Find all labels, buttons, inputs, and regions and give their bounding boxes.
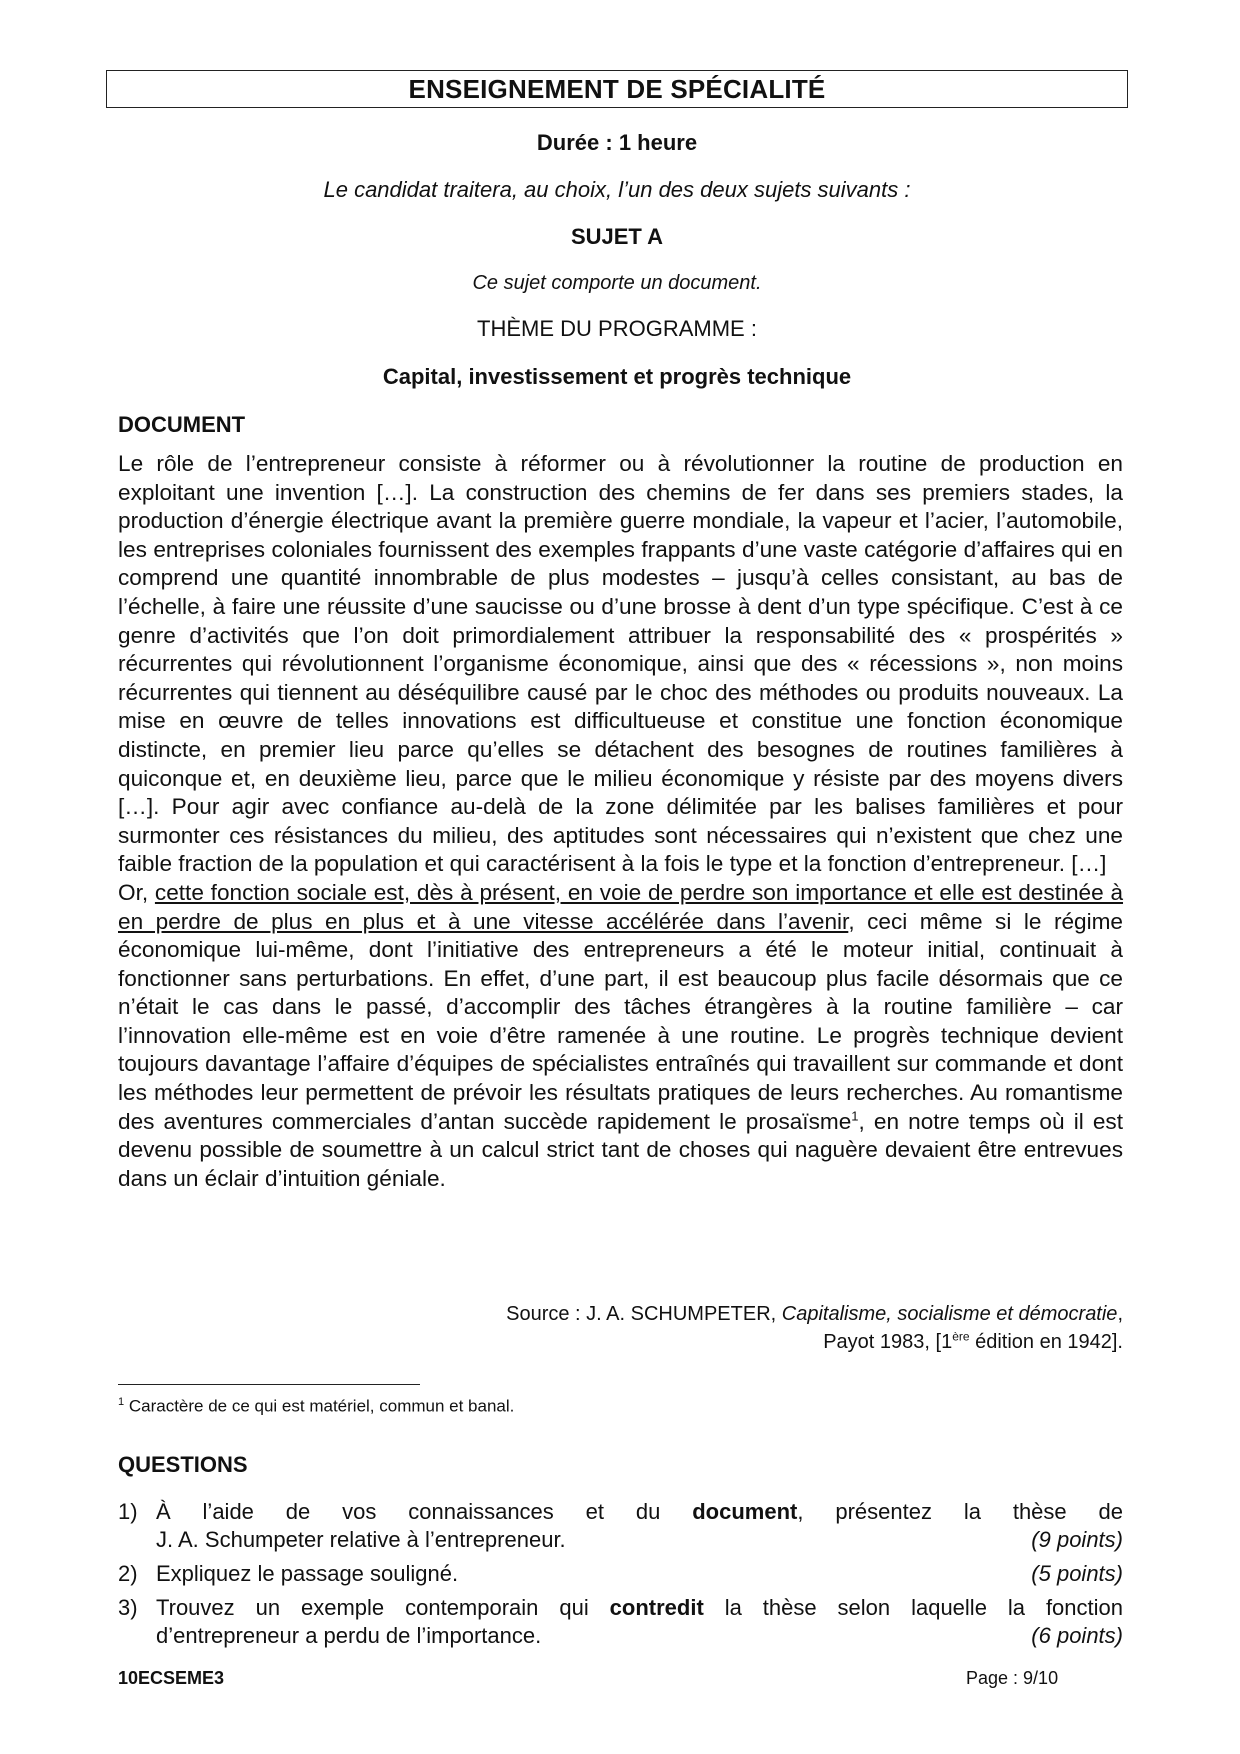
source-prefix: Source : J. A. SCHUMPETER, [506,1303,782,1325]
question-text: À l’aide de vos connaissances et du [156,1499,693,1524]
footnote-number: 1 [118,1396,125,1408]
questions-heading: QUESTIONS [118,1452,248,1477]
subject-title: SUJET A [570,224,664,249]
question-line [156,1594,1123,1622]
question-item [118,1560,1123,1588]
question-number: 3) [118,1595,138,1620]
theme-label: THÈME DU PROGRAMME : [477,316,757,341]
source-sup: ère [952,1329,970,1344]
source-line2-b: édition en 1942]. [969,1331,1123,1353]
footnote-marker: 1 [851,1108,859,1124]
source-line2-a: Payot 1983, [1 [823,1331,953,1353]
question-text: la thèse selon laquelle la fonction [703,1595,1123,1620]
footnote-text: Caractère de ce qui est matériel, commun et banal. [124,1396,515,1416]
paragraph-2-end: , en notre temps où il est devenu possible de soumettre à un calcul strict tant de choses qui naguère devaient être entrevues dans un éclair d’intuition géniale. [118,1108,1123,1191]
question-item [118,1594,1123,1650]
document-heading: DOCUMENT [118,412,246,437]
exam-code: 10ECSEME3 [118,1668,225,1688]
question-number: 1) [118,1499,138,1524]
document-paragraph-2 [118,879,1123,1194]
title-box [106,70,1128,108]
underlined-passage: cette fonction sociale est, dès à présent, en voie de perdre son importance et elle est destinée à en perdre de plus en plus et à une vitesse accélérée dans l’avenir [118,879,1124,934]
theme-title: Capital, investissement et progrès technique [382,364,852,389]
question-points: (9 points) [1031,1527,1123,1552]
question-line [156,1498,1123,1526]
footnote-divider [118,1384,420,1385]
subject-note: Ce sujet comporte un document. [472,272,762,294]
source-line1-end: , [1117,1303,1123,1325]
question-points: (5 points) [1031,1561,1123,1586]
question-number: 2) [118,1561,138,1586]
questions-list [118,1498,1123,1656]
page-title: ENSEIGNEMENT DE SPÉCIALITÉ [408,73,826,104]
question-keyword: document [692,1499,798,1524]
paragraph-2-middle: , ceci même si le régime économique lui-même, dont l’initiative des entrepreneurs a été le moteur initial, continuait à fonctionner sans perturbations. En effet, d’une part, il est beaucoup plus facile désormais que ce n’était le cas dans le passé, d’accomplir des tâches étrangères à la routine familière – car l’innovation elle-même est en voie d’être ramenée à une routine. Le progrès technique devient toujours davantage l’affaire d’équipes de spécialistes entraînés qui travaillent sur commande et dont les méthodes leur permettent de prévoir les résultats pratiques de leurs recherches. Au romantisme des aventures commerciales d’antan succède rapidement le prosaïsme [118,908,1124,1134]
question-text: J. A. Schumpeter relative à l’entrepreneur. [156,1527,566,1552]
paragraph-2-start: Or, [118,879,155,905]
footnote [118,1396,514,1417]
question-points: (6 points) [1031,1623,1123,1648]
question-keyword: contredit [609,1595,704,1620]
instructions: Le candidat traitera, au choix, l’un des deux sujets suivants : [323,177,911,202]
question-text: d’entrepreneur a perdu de l’importance. [156,1623,542,1648]
question-item [118,1498,1123,1554]
document-paragraph-1: Le rôle de l’entrepreneur consiste à réformer ou à révolutionner la routine de production en exploitant une invention […]. La construction des chemins de fer dans ses premiers stades, la production d’énergie électrique avant la première guerre mondiale, la vapeur et l’acier, l’automobile, les entreprises coloniales fournissent des exemples frappants d’une vaste catégorie d’affaires qui en comprend une quantité innombrable de plus modestes – jusqu’à celles consistant, au bas de l’échelle, à faire une réussite d’une saucisse ou d’une brosse à dent d’un type spécifique. C’est à ce genre d’activités que l’on doit primordialement attribuer la responsabilité des « prospérités » récurrentes qui révolutionnent l’organisme économique, ainsi que des « récessions », non moins récurrentes qui tiennent au déséquilibre causé par le choc des méthodes ou produits nouveaux. La mise en œuvre de telles innovations est difficultueuse et constitue une fonction économique distincte, en premier lieu parce qu’elles se détachent des besognes de routines familières à quiconque et, en deuxième lieu, parce que le milieu économique y résiste par des moyens divers […]. Pour agir avec confiance au-delà de la zone délimitée par les balises familières et pour surmonter ces résistances du milieu, des aptitudes sont nécessaires qui n’existent que chez une faible fraction de la population et qui caractérisent à la fois le type et la fonction d’entrepreneur. […] [118,451,1123,877]
source-title: Capitalisme, socialisme et démocratie [781,1303,1118,1325]
page-number: Page : 9/10 [966,1668,1059,1688]
question-text: Expliquez le passage souligné. [156,1561,459,1586]
duration: Durée : 1 heure [536,130,698,155]
question-text: , présentez la thèse de [797,1499,1123,1524]
source-citation [118,1300,1123,1356]
document-text [118,450,1123,1193]
question-text: Trouvez un exemple contemporain qui [156,1595,610,1620]
